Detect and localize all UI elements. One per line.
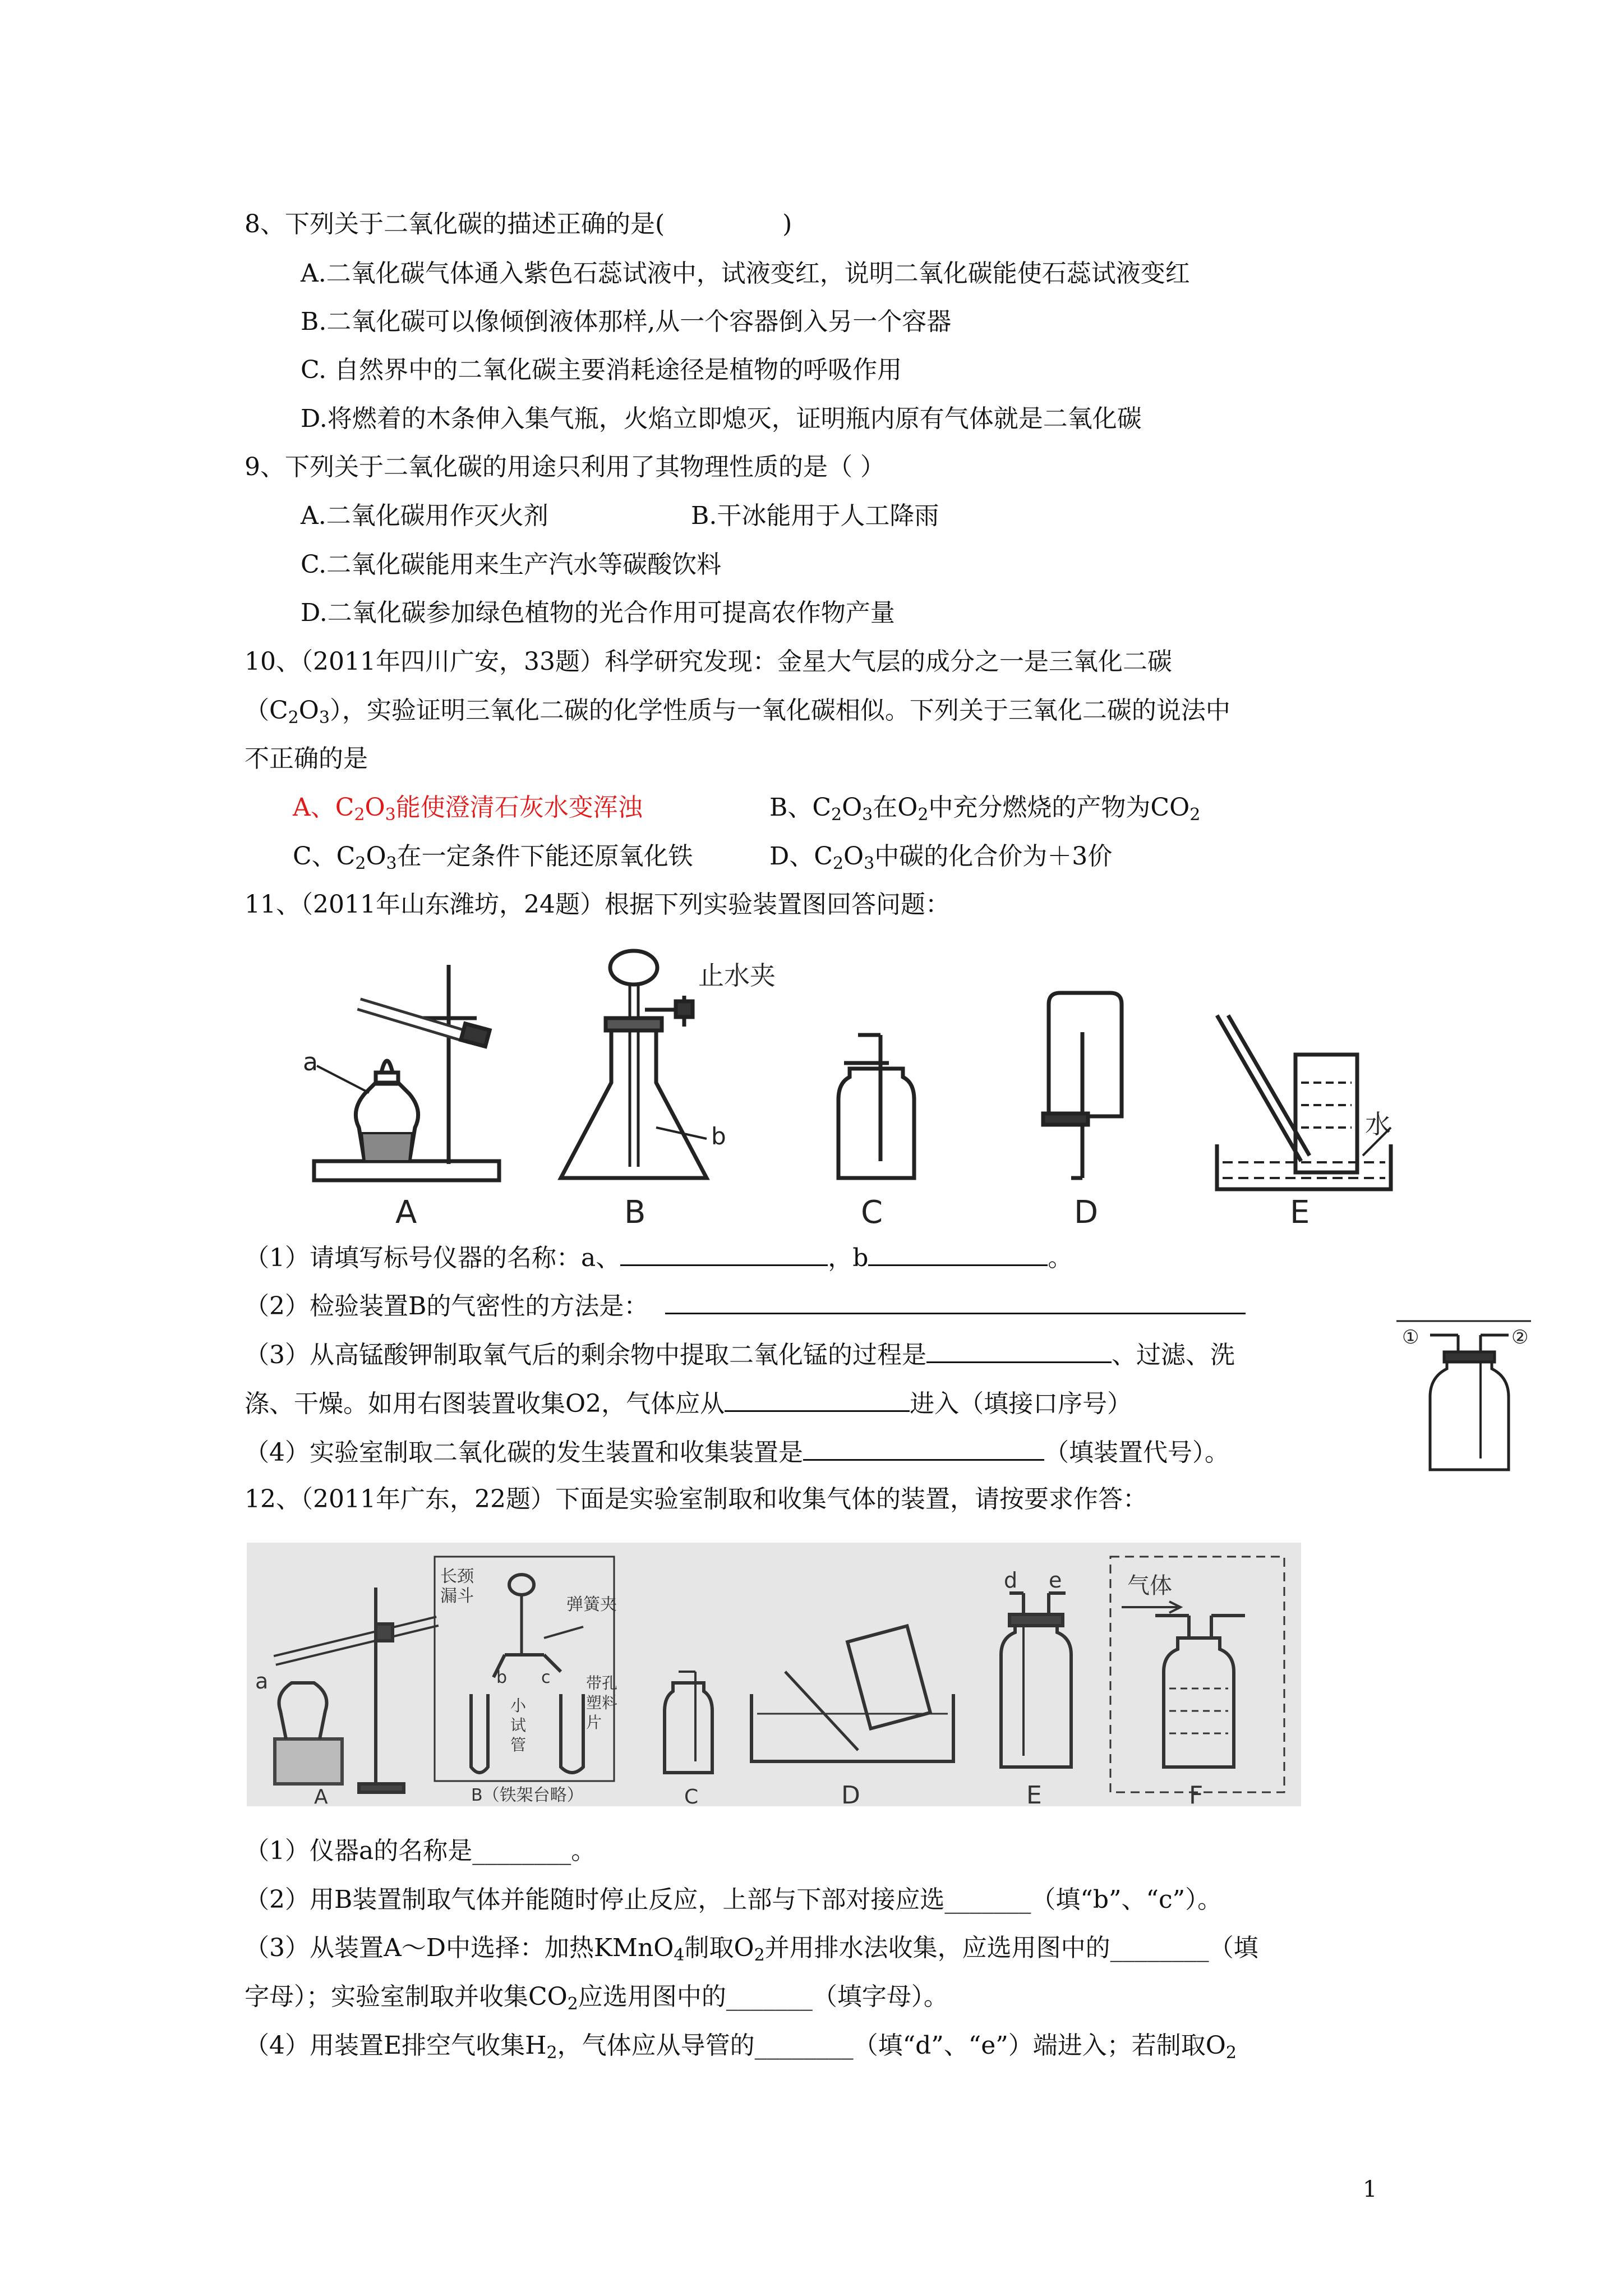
q12-apparatus-a-drawing [275,1588,437,1792]
q11-part3-line2: 涤、干燥。如用右图装置收集O2，气体应从 进入（填接口序号） [245,1386,1132,1421]
label-a: a [303,1048,318,1076]
q11-blank-port[interactable] [725,1386,910,1412]
q12-label-C: C [684,1786,699,1806]
q12-label-D: D [841,1781,860,1806]
q12-label-spring-clamp: 弹簧夹 [566,1595,617,1614]
q11-part4: （4）实验室制取二氧化碳的发生装置和收集装置是 （填装置代号）。 [245,1434,1229,1470]
q12-label-a: a [255,1669,269,1694]
q9-stem: 9、下列关于二氧化碳的用途只利用了其物理性质的是（ ） [245,453,885,481]
q11-blank-a[interactable] [620,1240,828,1266]
q12-label-small-tube-3: 管 [510,1736,527,1754]
q11-stem: 11、（2011年山东潍坊，24题）根据下列实验装置图回答问题： [245,890,950,919]
q12-label-B: B（铁架台略） [471,1786,584,1805]
q12-label-e: e [1049,1568,1062,1593]
label-port-2: ② [1511,1326,1529,1349]
q10-option-d: D、$C_2O_3$中碳的化合价为＋3价 [769,842,1113,873]
q12-apparatus-c-drawing [665,1672,712,1773]
q12-label-small-tube-1: 小 [510,1696,527,1715]
q10-line1: 10、（2011年四川广安，33题）科学研究发现：金星大气层的成分之一是三氧化二碳 [245,647,1172,676]
q11-side-bottle-figure [1391,1318,1542,1475]
q9-option-a: A.二氧化碳用作灭火剂 [301,501,548,530]
label-b: b [711,1122,726,1150]
q11-part3-line1: （3）从高锰酸钾制取氧气后的剩余物中提取二氧化锰的过程是 、过滤、洗 [245,1337,1235,1372]
q12-label-plate-3: 片 [586,1713,602,1732]
q10-line3: 不正确的是 [245,744,368,773]
label-stop-clamp: 止水夹 [698,960,776,991]
q12-label-plate-1: 带孔 [586,1674,618,1692]
label-A: A [395,1194,417,1231]
q12-blank-instrument[interactable]: ________ [472,1837,571,1865]
apparatus-b-drawing [561,951,707,1178]
q12-part3-line1: （3）从装置A～D中选择：加热KMnO$_4$制取$O_2$并用排水法收集，应选用图中的________（填 [245,1934,1258,1965]
label-E: E [1290,1194,1310,1231]
q10-line2: $(C_2O_3)$，实验证明三氧化二碳的化学性质与一氧化碳相似。下列关于三氧化二碳的说法中 [245,696,1230,728]
q12-label-F: F [1189,1781,1204,1806]
q9-option-c: C.二氧化碳能用来生产汽水等碳酸饮料 [301,550,722,579]
q12-label-plate-2: 塑料 [586,1694,618,1712]
q10-option-b: B、$C_2O_3$在$O_2$中充分燃烧的产物为$CO_2$ [769,793,1201,825]
page-number: 1 [1363,2177,1377,2202]
label-D: D [1074,1194,1099,1231]
q12-stem: 12、（2011年广东，22题）下面是实验室制取和收集气体的装置，请按要求作答： [245,1485,1147,1513]
q12-label-A: A [314,1786,328,1806]
q12-label-funnel-1: 长颈 [440,1567,474,1586]
q8-option-d: D.将燃着的木条伸入集气瓶，火焰立即熄灭，证明瓶内原有气体就是二氧化碳 [301,404,1142,433]
label-water: 水 [1365,1109,1391,1139]
apparatus-c-drawing [838,1035,914,1178]
q8-option-c: C. 自然界中的二氧化碳主要消耗途径是植物的呼吸作用 [301,356,902,384]
q12-apparatus-d-drawing [751,1626,953,1761]
q12-label-E: E [1026,1781,1042,1806]
q11-part2: （2）检验装置B的气密性的方法是： [245,1288,1246,1323]
q8-stem: 8、下列关于二氧化碳的描述正确的是( ) [245,210,792,238]
q12-apparatus-figure [247,1543,1301,1806]
q8-option-b: B.二氧化碳可以像倾倒液体那样,从一个容器倒入另一个容器 [301,307,952,336]
q12-label-b: b [496,1668,508,1687]
q12-label-d: d [1004,1568,1018,1593]
apparatus-a-drawing [314,965,499,1180]
label-B: B [624,1194,646,1231]
q10-option-a: A、$C_2O_3$能使澄清石灰水变浑浊 [293,793,643,825]
q11-apparatus-figure [297,942,1396,1234]
q8-option-a: A.二氧化碳气体通入紫色石蕊试液中，试液变红，说明二氧化碳能使石蕊试液变红 [301,259,1190,288]
q10-option-c: C、$C_2O_3$在一定条件下能还原氧化铁 [293,842,693,873]
q12-label-funnel-2: 漏斗 [440,1586,474,1606]
q12-part3-line2: 字母）；实验室制取并收集$CO_2$应选用图中的_______（填字母）。 [245,1982,948,2014]
q9-option-d: D.二氧化碳参加绿色植物的光合作用可提高农作物产量 [301,599,895,627]
q12-part1: （1）仪器a的名称是________。 [245,1837,596,1865]
q12-apparatus-f-drawing [1122,1602,1245,1767]
label-C: C [861,1194,883,1231]
q11-part1: （1）请填写标号仪器的名称：a、 ，b 。 [245,1240,1072,1275]
q11-blank-b[interactable] [868,1240,1048,1266]
q11-blank-devices[interactable] [803,1434,1044,1461]
q12-part4: （4）用装置E排空气收集$H_2$，气体应从导管的________（填“d”、“e”）端进入；若制取$O_2$ [245,2031,1237,2063]
q11-blank-airtight[interactable] [665,1288,1246,1314]
label-port-1: ① [1402,1326,1419,1349]
apparatus-d-drawing [1043,993,1122,1178]
q12-apparatus-e-drawing [1001,1593,1071,1767]
q12-label-small-tube-2: 试 [510,1716,527,1734]
q12-label-gas: 气体 [1127,1573,1172,1599]
q12-label-c: c [541,1668,551,1687]
q12-part2: （2）用B装置制取气体并能随时停止反应，上部与下部对接应选_______（填“b”、“c”）。 [245,1885,1223,1914]
q11-blank-extract[interactable] [926,1337,1112,1363]
q9-option-b: B.干冰能用于人工降雨 [691,501,939,530]
apparatus-e-drawing [1217,1015,1391,1189]
